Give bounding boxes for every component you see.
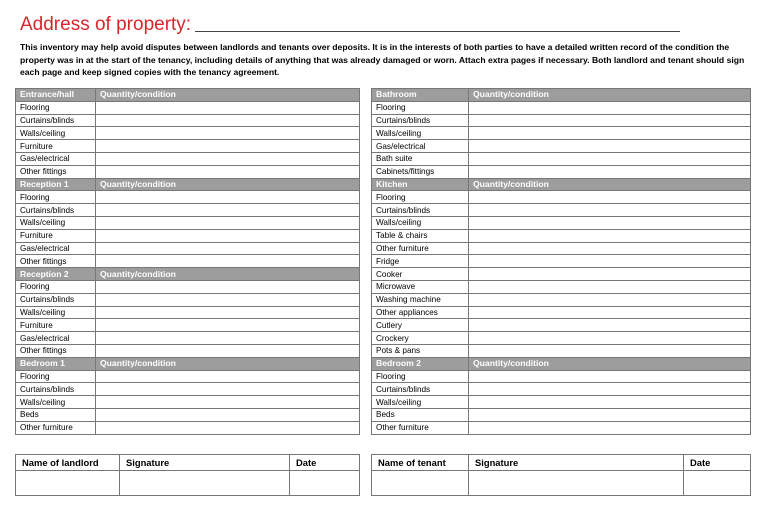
- condition-field-kitchen-curtains-blinds[interactable]: [469, 204, 751, 217]
- item-label: Walls/ceiling: [372, 216, 469, 229]
- item-label: Flooring: [16, 280, 96, 293]
- item-label: Other appliances: [372, 306, 469, 319]
- item-label: Cabinets/fittings: [372, 165, 469, 178]
- landlord-date-label: Date: [290, 455, 360, 471]
- condition-field-reception-1-flooring[interactable]: [96, 191, 360, 204]
- table-row: [372, 255, 751, 268]
- table-row: [372, 280, 751, 293]
- item-label: Fridge: [372, 255, 469, 268]
- item-label: Gas/electrical: [16, 152, 96, 165]
- table-row: [372, 408, 751, 421]
- table-row: [372, 268, 751, 281]
- condition-field-kitchen-crockery[interactable]: [469, 332, 751, 345]
- condition-field-reception-2-walls-ceiling[interactable]: [96, 306, 360, 319]
- item-label: Walls/ceiling: [16, 216, 96, 229]
- table-row: [372, 165, 751, 178]
- item-label: Flooring: [372, 101, 469, 114]
- item-label: Furniture: [16, 229, 96, 242]
- section-header-bedroom-2: [372, 357, 751, 370]
- table-row: [372, 216, 751, 229]
- table-row: [16, 101, 360, 114]
- table-row: [16, 370, 360, 383]
- condition-field-kitchen-other-furniture[interactable]: [469, 242, 751, 255]
- item-label: Other fittings: [16, 165, 96, 178]
- condition-field-bathroom-gas-electrical[interactable]: [469, 140, 751, 153]
- item-label: Walls/ceiling: [372, 396, 469, 409]
- section-header-kitchen: [372, 178, 751, 191]
- table-row: [16, 114, 360, 127]
- table-row: [372, 332, 751, 345]
- table-row: [372, 101, 751, 114]
- condition-field-kitchen-pots-and-pans[interactable]: [469, 344, 751, 357]
- table-row: [16, 204, 360, 217]
- item-label: Gas/electrical: [372, 140, 469, 153]
- item-label: Gas/electrical: [16, 242, 96, 255]
- item-label: Furniture: [16, 319, 96, 332]
- condition-field-entrance-hall-gas-electrical[interactable]: [96, 152, 360, 165]
- table-row: [372, 242, 751, 255]
- item-label: Other fittings: [16, 255, 96, 268]
- condition-field-bathroom-curtains-blinds[interactable]: [469, 114, 751, 127]
- item-label: Curtains/blinds: [372, 204, 469, 217]
- item-label: Table & chairs: [372, 229, 469, 242]
- condition-field-kitchen-flooring[interactable]: [469, 191, 751, 204]
- table-row: [16, 332, 360, 345]
- room-label-kitchen: Kitchen: [372, 178, 469, 191]
- item-label: Bath suite: [372, 152, 469, 165]
- table-row: [372, 127, 751, 140]
- condition-field-reception-2-gas-electrical[interactable]: [96, 332, 360, 345]
- tenant-signature-label: Signature: [469, 455, 684, 471]
- condition-field-entrance-hall-curtains-blinds[interactable]: [96, 114, 360, 127]
- table-row: [372, 306, 751, 319]
- item-label: Walls/ceiling: [16, 306, 96, 319]
- table-row: [16, 255, 360, 268]
- table-row: [372, 229, 751, 242]
- item-label: Flooring: [16, 370, 96, 383]
- condition-field-bathroom-bath-suite[interactable]: [469, 152, 751, 165]
- quantity-condition-header: Quantity/condition: [96, 357, 360, 370]
- quantity-condition-header: Quantity/condition: [469, 357, 751, 370]
- table-row: [16, 127, 360, 140]
- section-header-reception-2: [16, 268, 360, 281]
- table-row: [16, 216, 360, 229]
- item-label: Other furniture: [16, 421, 96, 434]
- table-row: [16, 306, 360, 319]
- item-label: Flooring: [16, 191, 96, 204]
- table-row: [372, 114, 751, 127]
- table-row: [16, 242, 360, 255]
- condition-field-entrance-hall-other-fittings[interactable]: [96, 165, 360, 178]
- condition-field-bathroom-cabinets-fittings[interactable]: [469, 165, 751, 178]
- quantity-condition-header: Quantity/condition: [469, 89, 751, 102]
- condition-field-entrance-hall-flooring[interactable]: [96, 101, 360, 114]
- table-row: [372, 152, 751, 165]
- intro-text: This inventory may help avoid disputes between landlords and tenants over deposits. It is in the interests of both parties to have a detailed written record of the condition the property was in at the start of the tenancy, including details of anything that was already damaged or worn. Attach extra pages if necessary. Both landlord and tenant should sign each page and keep signed copies with the tenancy agreement.: [20, 42, 745, 78]
- condition-field-kitchen-microwave[interactable]: [469, 280, 751, 293]
- table-row: [16, 408, 360, 421]
- inventory-table-right: [371, 88, 751, 435]
- inventory-table-left: [15, 88, 360, 435]
- table-row: [372, 293, 751, 306]
- condition-field-bedroom-2-other-furniture[interactable]: [469, 421, 751, 434]
- item-label: Curtains/blinds: [16, 383, 96, 396]
- landlord-signature-label: Signature: [120, 455, 290, 471]
- table-row: [372, 140, 751, 153]
- landlord-signature-field[interactable]: [120, 471, 290, 496]
- condition-field-kitchen-walls-ceiling[interactable]: [469, 216, 751, 229]
- item-label: Curtains/blinds: [372, 114, 469, 127]
- tenant-signature-field[interactable]: [469, 471, 684, 496]
- table-row: [16, 396, 360, 409]
- item-label: Flooring: [16, 101, 96, 114]
- condition-field-kitchen-other-appliances[interactable]: [469, 306, 751, 319]
- condition-field-kitchen-cutlery[interactable]: [469, 319, 751, 332]
- condition-field-bedroom-2-beds[interactable]: [469, 408, 751, 421]
- section-header-entrance-hall: [16, 89, 360, 102]
- condition-field-reception-1-furniture[interactable]: [96, 229, 360, 242]
- condition-field-kitchen-washing-machine[interactable]: [469, 293, 751, 306]
- item-label: Furniture: [16, 140, 96, 153]
- room-label-reception-2: Reception 2: [16, 268, 96, 281]
- table-row: [372, 383, 751, 396]
- condition-field-reception-2-furniture[interactable]: [96, 319, 360, 332]
- table-row: [372, 421, 751, 434]
- tenant-name-field[interactable]: [372, 471, 469, 496]
- condition-field-bedroom-2-curtains-blinds[interactable]: [469, 383, 751, 396]
- table-row: [16, 293, 360, 306]
- item-label: Curtains/blinds: [16, 293, 96, 306]
- condition-field-bedroom-1-flooring[interactable]: [96, 370, 360, 383]
- item-label: Crockery: [372, 332, 469, 345]
- quantity-condition-header: Quantity/condition: [96, 89, 360, 102]
- condition-field-bathroom-walls-ceiling[interactable]: [469, 127, 751, 140]
- table-row: [16, 383, 360, 396]
- room-label-entrance-hall: Entrance/hall: [16, 89, 96, 102]
- condition-field-bedroom-1-beds[interactable]: [96, 408, 360, 421]
- item-label: Curtains/blinds: [16, 204, 96, 217]
- condition-field-bedroom-2-walls-ceiling[interactable]: [469, 396, 751, 409]
- item-label: Other furniture: [372, 421, 469, 434]
- landlord-date-field[interactable]: [290, 471, 360, 496]
- landlord-name-field[interactable]: [16, 471, 120, 496]
- item-label: Cooker: [372, 268, 469, 281]
- table-row: [16, 319, 360, 332]
- condition-field-reception-1-walls-ceiling[interactable]: [96, 216, 360, 229]
- room-label-bedroom-1: Bedroom 1: [16, 357, 96, 370]
- condition-field-reception-2-flooring[interactable]: [96, 280, 360, 293]
- condition-field-bedroom-2-flooring[interactable]: [469, 370, 751, 383]
- table-row: [372, 396, 751, 409]
- condition-field-bedroom-1-other-furniture[interactable]: [96, 421, 360, 434]
- condition-field-bedroom-1-walls-ceiling[interactable]: [96, 396, 360, 409]
- table-row: [372, 191, 751, 204]
- item-label: Walls/ceiling: [372, 127, 469, 140]
- condition-field-reception-2-other-fittings[interactable]: [96, 344, 360, 357]
- room-label-reception-1: Reception 1: [16, 178, 96, 191]
- title-row: [20, 10, 680, 36]
- table-row: [16, 165, 360, 178]
- item-label: Pots & pans: [372, 344, 469, 357]
- address-input-line[interactable]: [195, 31, 680, 32]
- table-row: [16, 421, 360, 434]
- item-label: Curtains/blinds: [372, 383, 469, 396]
- table-row: [16, 280, 360, 293]
- room-label-bathroom: Bathroom: [372, 89, 469, 102]
- tenant-signature-table: [371, 454, 751, 496]
- tenant-date-field[interactable]: [684, 471, 751, 496]
- table-row: [16, 229, 360, 242]
- quantity-condition-header: Quantity/condition: [96, 178, 360, 191]
- condition-field-entrance-hall-furniture[interactable]: [96, 140, 360, 153]
- condition-field-bathroom-flooring[interactable]: [469, 101, 751, 114]
- item-label: Walls/ceiling: [16, 396, 96, 409]
- table-row: [16, 140, 360, 153]
- item-label: Flooring: [372, 370, 469, 383]
- item-label: Gas/electrical: [16, 332, 96, 345]
- table-row: [372, 204, 751, 217]
- tenant-name-label: Name of tenant: [372, 455, 469, 471]
- section-header-bathroom: [372, 89, 751, 102]
- item-label: Flooring: [372, 191, 469, 204]
- condition-field-kitchen-table-and-chairs[interactable]: [469, 229, 751, 242]
- condition-field-bedroom-1-curtains-blinds[interactable]: [96, 383, 360, 396]
- section-header-reception-1: [16, 178, 360, 191]
- item-label: Beds: [372, 408, 469, 421]
- table-row: [372, 370, 751, 383]
- section-header-bedroom-1: [16, 357, 360, 370]
- condition-field-reception-1-gas-electrical[interactable]: [96, 242, 360, 255]
- item-label: Walls/ceiling: [16, 127, 96, 140]
- condition-field-entrance-hall-walls-ceiling[interactable]: [96, 127, 360, 140]
- table-row: [372, 344, 751, 357]
- condition-field-kitchen-fridge[interactable]: [469, 255, 751, 268]
- item-label: Beds: [16, 408, 96, 421]
- landlord-name-label: Name of landlord: [16, 455, 120, 471]
- room-label-bedroom-2: Bedroom 2: [372, 357, 469, 370]
- tenant-date-label: Date: [684, 455, 751, 471]
- item-label: Curtains/blinds: [16, 114, 96, 127]
- table-row: [16, 191, 360, 204]
- quantity-condition-header: Quantity/condition: [469, 178, 751, 191]
- condition-field-reception-2-curtains-blinds[interactable]: [96, 293, 360, 306]
- item-label: Other furniture: [372, 242, 469, 255]
- condition-field-reception-1-other-fittings[interactable]: [96, 255, 360, 268]
- item-label: Cutlery: [372, 319, 469, 332]
- table-row: [372, 319, 751, 332]
- condition-field-reception-1-curtains-blinds[interactable]: [96, 204, 360, 217]
- item-label: Microwave: [372, 280, 469, 293]
- condition-field-kitchen-cooker[interactable]: [469, 268, 751, 281]
- item-label: Washing machine: [372, 293, 469, 306]
- page-title: Address of property:: [20, 14, 192, 35]
- landlord-signature-table: [15, 454, 360, 496]
- table-row: [16, 152, 360, 165]
- quantity-condition-header: Quantity/condition: [96, 268, 360, 281]
- table-row: [16, 344, 360, 357]
- item-label: Other fittings: [16, 344, 96, 357]
